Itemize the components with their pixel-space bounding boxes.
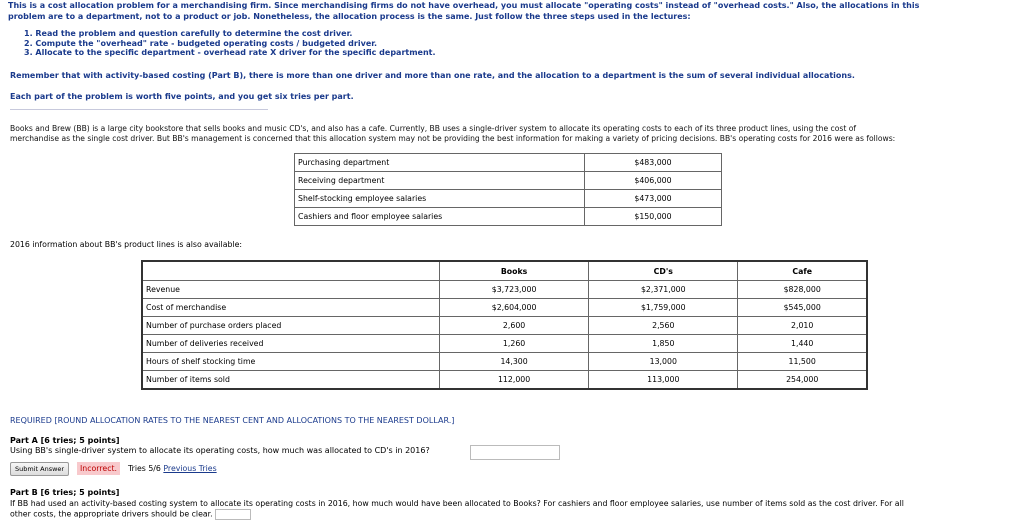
header-cell: Books (440, 261, 589, 281)
description-line-1: Books and Brew (BB) is a large city bookstore that sells books and music CD's, and also has a cafe. Currently, BB uses a single-driver system to allocate its operating costs to each of its three product lines, using the cost of (10, 124, 857, 133)
part-b-question-line-2: other costs, the appropriate drivers should be clear. (10, 509, 213, 519)
step-1: 1. Read the problem and question carefully to determine the cost driver. (24, 29, 353, 38)
table-row (295, 208, 722, 226)
previous-tries-link[interactable]: Previous Tries (163, 464, 217, 473)
table-cell: 13,000 (589, 353, 738, 371)
part-b-answer-input[interactable] (215, 509, 251, 520)
row-label: Number of deliveries received (142, 335, 440, 353)
table-row (295, 154, 722, 172)
table-row (142, 281, 867, 299)
status-badge: Incorrect. (77, 462, 120, 475)
table-row (295, 172, 722, 190)
table-cell: 11,500 (738, 353, 867, 371)
part-a-title: Part A [6 tries; 5 points] (10, 436, 120, 445)
cost-value: $150,000 (585, 208, 722, 226)
table-cell: 2,560 (589, 317, 738, 335)
table-cell: 1,850 (589, 335, 738, 353)
cost-label: Receiving department (295, 172, 585, 190)
cost-value: $406,000 (585, 172, 722, 190)
problem-description (10, 124, 1020, 143)
points-note: Each part of the problem is worth five points, and you get six tries per part. (10, 92, 354, 101)
header-cell: Cafe (738, 261, 867, 281)
intro-line-2: problem are to a department, not to a product or job. Nonetheless, the allocation process is the same. Just follow the three steps used in the lectures: (8, 12, 691, 21)
product-lines-table (141, 260, 868, 390)
table-row (142, 353, 867, 371)
table-cell: 112,000 (440, 371, 589, 390)
table-cell: 2,600 (440, 317, 589, 335)
part-a-answer-input[interactable] (470, 445, 560, 460)
row-label: Number of items sold (142, 371, 440, 390)
intro-line-1: This is a cost allocation problem for a merchandising firm. Since merchandising firms do not have overhead, you must allocate "operating costs" instead of "overhead costs." Also, the allocations in this (8, 1, 920, 10)
steps-list (24, 29, 436, 58)
table-cell: $545,000 (738, 299, 867, 317)
required-note: REQUIRED [ROUND ALLOCATION RATES TO THE NEAREST CENT AND ALLOCATIONS TO THE NEAREST DOLLAR.] (10, 416, 455, 425)
table-row (295, 190, 722, 208)
header-cell (142, 261, 440, 281)
tries-info (128, 462, 217, 475)
table-cell: $1,759,000 (589, 299, 738, 317)
row-label: Hours of shelf stocking time (142, 353, 440, 371)
part-b-question-line-2-wrap (10, 509, 1015, 520)
row-label: Revenue (142, 281, 440, 299)
table-cell: $2,604,000 (440, 299, 589, 317)
cost-value: $473,000 (585, 190, 722, 208)
cost-value: $483,000 (585, 154, 722, 172)
part-b-question-line-1: If BB had used an activity-based costing system to allocate its operating costs in 2016, how much would have been allocated to Books? For cashiers and floor employee salaries, use number of items sold as the cost driver. For all (10, 499, 904, 508)
description-line-2: merchandise as the single cost driver. But BB's management is concerned that this allocation system may not be providing the best information for making a variety of pricing decisions. BB's operating costs for 2016 were as follows: (10, 133, 896, 143)
step-2: 2. Compute the "overhead" rate - budgeted operating costs / budgeted driver. (24, 38, 378, 48)
table-cell: 1,260 (440, 335, 589, 353)
table-cell: 254,000 (738, 371, 867, 390)
table-header-row (142, 261, 867, 281)
cost-label: Cashiers and floor employee salaries (295, 208, 585, 226)
table-cell: 2,010 (738, 317, 867, 335)
table-cell: 113,000 (589, 371, 738, 390)
table-cell: $3,723,000 (440, 281, 589, 299)
cost-label: Shelf-stocking employee salaries (295, 190, 585, 208)
submit-answer-button[interactable]: Submit Answer (10, 462, 69, 476)
part-b-title: Part B [6 tries; 5 points] (10, 488, 120, 497)
table-cell: $2,371,000 (589, 281, 738, 299)
row-label: Cost of merchandise (142, 299, 440, 317)
table-row (142, 299, 867, 317)
table-row (142, 371, 867, 390)
intro-text (8, 0, 1013, 22)
part-b-question (10, 499, 1015, 520)
part-a-question: Using BB's single-driver system to allocate its operating costs, how much was allocated to CD's in 2016? (10, 446, 430, 455)
cost-label: Purchasing department (295, 154, 585, 172)
row-label: Number of purchase orders placed (142, 317, 440, 335)
product-info-label: 2016 information about BB's product lines is also available: (10, 240, 243, 249)
operating-costs-table (294, 153, 722, 226)
divider (10, 109, 268, 110)
table-cell: 14,300 (440, 353, 589, 371)
table-cell: 1,440 (738, 335, 867, 353)
tries-count: Tries 5/6 (128, 464, 161, 473)
step-3: 3. Allocate to the specific department - overhead rate X driver for the specific department. (24, 48, 436, 57)
table-row (142, 335, 867, 353)
table-row (142, 317, 867, 335)
remember-note: Remember that with activity-based costing (Part B), there is more than one driver and more than one rate, and the allocation to a department is the sum of several individual allocations. (10, 71, 855, 80)
table-cell: $828,000 (738, 281, 867, 299)
header-cell: CD's (589, 261, 738, 281)
